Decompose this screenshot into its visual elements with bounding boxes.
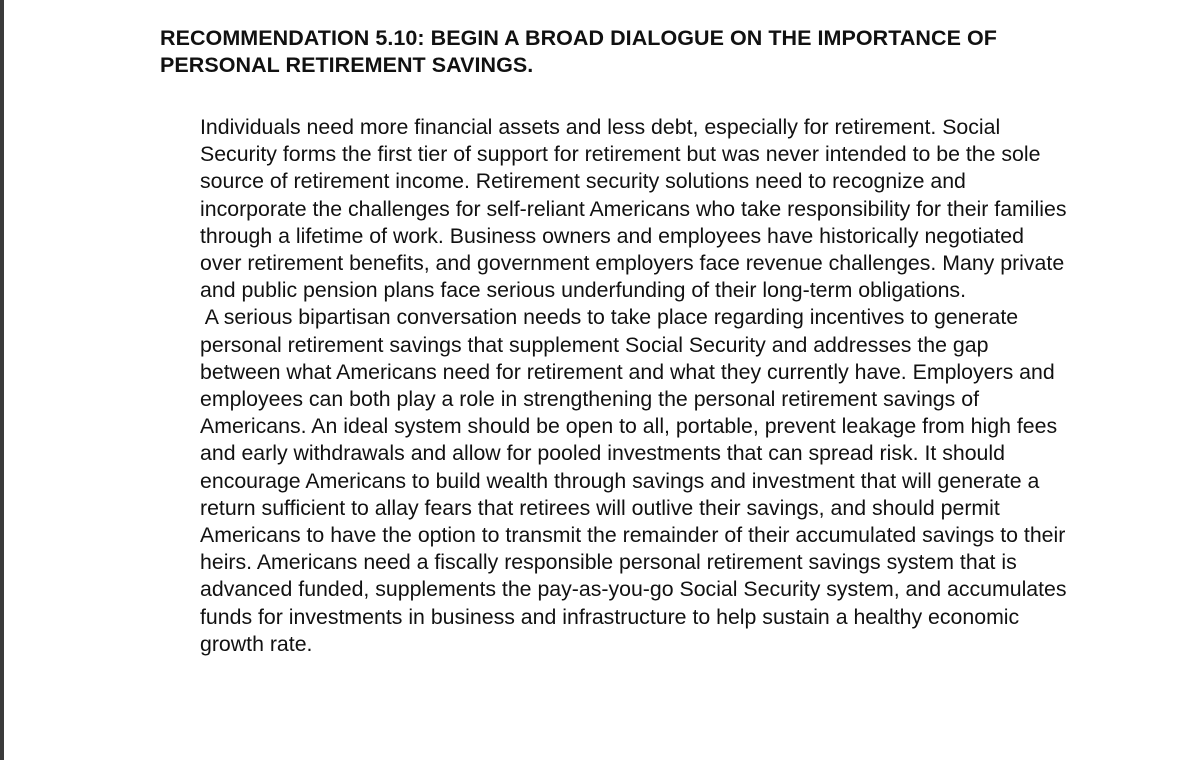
body-line: Americans to have the option to transmit the remainder of their accumulated savings to their [200, 523, 1066, 548]
body-line: A serious bipartisan conversation needs to take place regarding incentives to generate [200, 305, 1019, 330]
body-line: between what Americans need for retirement and what they currently have. Employers and [200, 359, 1055, 384]
heading-line: PERSONAL RETIREMENT SAVINGS. [160, 53, 534, 77]
body-line: Americans. An ideal system should be open to all, portable, prevent leakage from high fees [200, 414, 1058, 439]
body-line: Individuals need more financial assets and less debt, especially for retirement. Social [200, 115, 1001, 139]
body-line: advanced funded, supplements the pay-as-you-go Social Security system, and accumulates [200, 577, 1067, 602]
body-line: return sufficient to allay fears that retirees will outlive their savings, and should permit [200, 495, 1000, 520]
body-line: Security forms the first tier of support for retirement but was never intended to be the sole [200, 142, 1041, 167]
recommendation-body [200, 114, 1190, 658]
body-line: personal retirement savings that supplement Social Security and addresses the gap [200, 332, 989, 357]
recommendation-heading [160, 25, 1160, 79]
body-line: source of retirement income. Retirement security solutions need to recognize and [200, 169, 966, 194]
body-line: funds for investments in business and infrastructure to help sustain a healthy economic [200, 604, 1020, 629]
body-line: over retirement benefits, and government employers face revenue challenges. Many private [200, 251, 1065, 276]
body-line: heirs. Americans need a fiscally responsible personal retirement savings system that is [200, 550, 1017, 575]
body-line: incorporate the challenges for self-reliant Americans who take responsibility for their families [200, 196, 1067, 221]
heading-line: RECOMMENDATION 5.10: BEGIN A BROAD DIALOGUE ON THE IMPORTANCE OF [160, 26, 997, 50]
body-line: and early withdrawals and allow for pooled investments that can spread risk. It should [200, 441, 1005, 466]
body-line: employees can both play a role in strengthening the personal retirement savings of [200, 387, 979, 412]
body-line: through a lifetime of work. Business owners and employees have historically negotiated [200, 223, 1024, 248]
body-line: encourage Americans to build wealth through savings and investment that will generate a [200, 468, 1040, 493]
body-line: and public pension plans face serious underfunding of their long-term obligations. [200, 278, 966, 303]
body-line: growth rate. [200, 631, 313, 656]
